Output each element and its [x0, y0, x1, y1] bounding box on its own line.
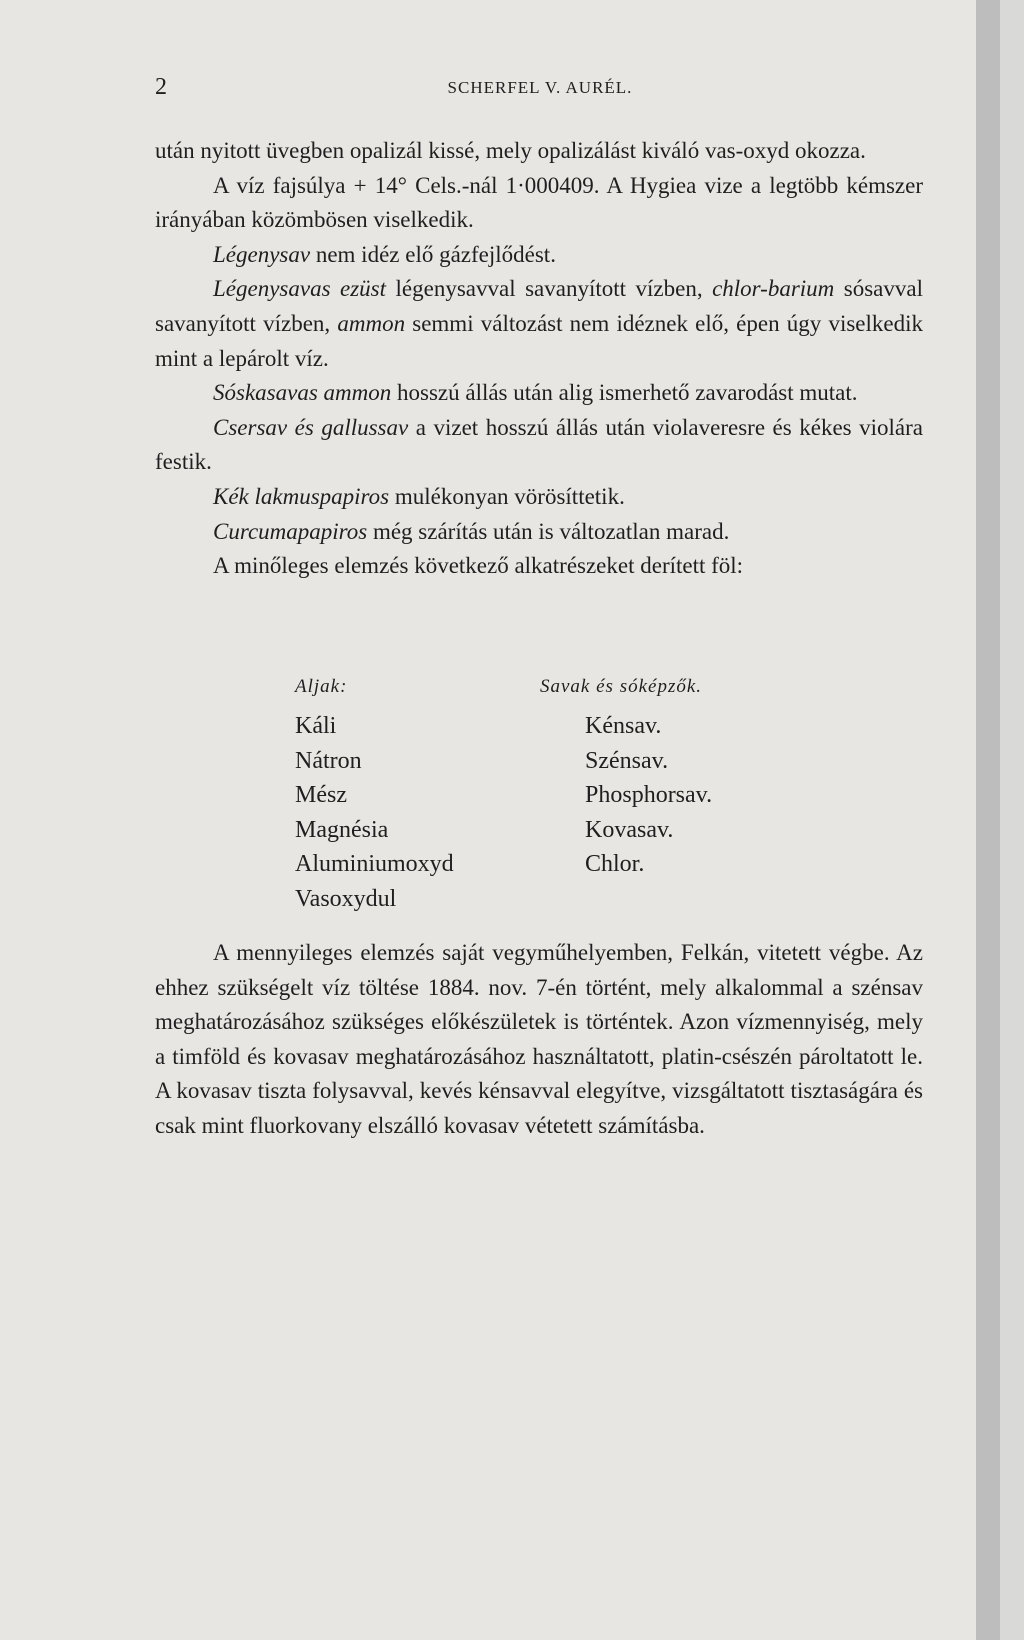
base-item: Káli — [295, 713, 337, 739]
text-run: A minőleges elemzés következő alkatrészeket derített föl: — [213, 553, 744, 579]
text-run: Cels.-nál 1·000409. A Hygiea vize a legtöbb kémszer irányában közömbösen viselkedik. — [155, 172, 923, 233]
paragraph — [155, 272, 923, 376]
base-item: Mész — [295, 782, 347, 809]
italic-term: Légenysav — [213, 241, 311, 267]
text-run: légenysavval savanyított vízben, — [386, 276, 713, 302]
acid-item: Phosphorsav. — [585, 782, 713, 809]
italic-term: chlor-barium — [712, 276, 835, 302]
paragraph — [155, 134, 923, 169]
text-run: a vizet hosszú állás után violaveresre és kékes violára festik. — [155, 414, 923, 475]
acid-item: Kénsav. — [585, 713, 662, 739]
text-run: még szárítás után is változatlan marad. — [367, 518, 730, 544]
acids-column — [540, 675, 713, 882]
paragraph — [155, 238, 923, 273]
acids-list — [585, 709, 712, 882]
italic-term: Kék lakmuspapiros — [213, 483, 390, 509]
base-item: Magnésia — [295, 816, 389, 843]
page-edge — [976, 0, 1000, 1640]
text-run: nem idéz elő gázfejlődést. — [310, 241, 556, 267]
text-run: hosszú állás után alig ismerhető zavarodást mutat. — [391, 380, 858, 406]
text-run: sósavval savanyított vízben, — [155, 276, 923, 336]
bases-column — [295, 675, 454, 917]
base-item: Vasoxydul — [295, 885, 397, 912]
italic-term: Curcumapapiros — [213, 518, 368, 544]
base-item: Nátron — [295, 747, 362, 774]
paragraph — [155, 480, 923, 515]
text-run: A víz fajsúlya + 14° — [213, 172, 407, 198]
paragraph — [155, 169, 923, 238]
acid-item: Szénsav. — [585, 747, 669, 774]
bases-list — [295, 709, 454, 917]
text-run: mulékonyan vörösíttetik. — [389, 483, 625, 509]
page-header — [155, 74, 925, 104]
paragraph — [155, 549, 923, 584]
qualitative-analysis-table — [295, 675, 855, 925]
acid-item: Kovasav. — [585, 816, 674, 843]
bases-heading: Aljak: — [295, 676, 348, 697]
italic-term: Légenysavas ezüst — [213, 276, 387, 302]
acids-heading: Savak és sóképzők. — [540, 676, 703, 697]
body-text — [155, 134, 923, 584]
page-number: 2 — [155, 74, 167, 100]
closing-text — [155, 936, 923, 1144]
italic-term: ammon — [337, 310, 406, 336]
text-run: után nyitott üvegben opalizál kissé, mely opalizálást kiváló vas-oxyd okozza. — [155, 138, 866, 163]
acid-item: Chlor. — [585, 851, 645, 878]
italic-term: Csersav és gallussav — [213, 414, 409, 440]
paragraph — [155, 411, 923, 480]
closing-paragraph: A mennyileges elemzés saját vegyműhelyemben, Felkán, vitetett végbe. Az ehhez szükségelt víz töltése 1884. nov. 7-én történt, mely alkalommal a szénsav meghatározásához szükséges előkészületek is történtek. Azon vízmennyiség, mely a timföld és kovasav meghatározásához használtatott, platin-csészén pároltatott le. A kovasav tiszta folysavval, kevés kénsavval elegyítve, vizsgáltatott tisztaságára és csak mint fluorkovany elszálló kovasav vétetett számításba. — [155, 940, 923, 1138]
running-head: SCHERFEL V. AURÉL. — [447, 78, 633, 97]
text-run: semmi változást nem idéznek elő, épen úgy viselkedik mint a lepárolt víz. — [155, 310, 923, 371]
italic-term: Sóskasavas ammon — [213, 380, 392, 406]
paragraph — [155, 376, 923, 411]
base-item: Aluminiumoxyd — [295, 851, 454, 878]
paragraph — [155, 515, 923, 550]
